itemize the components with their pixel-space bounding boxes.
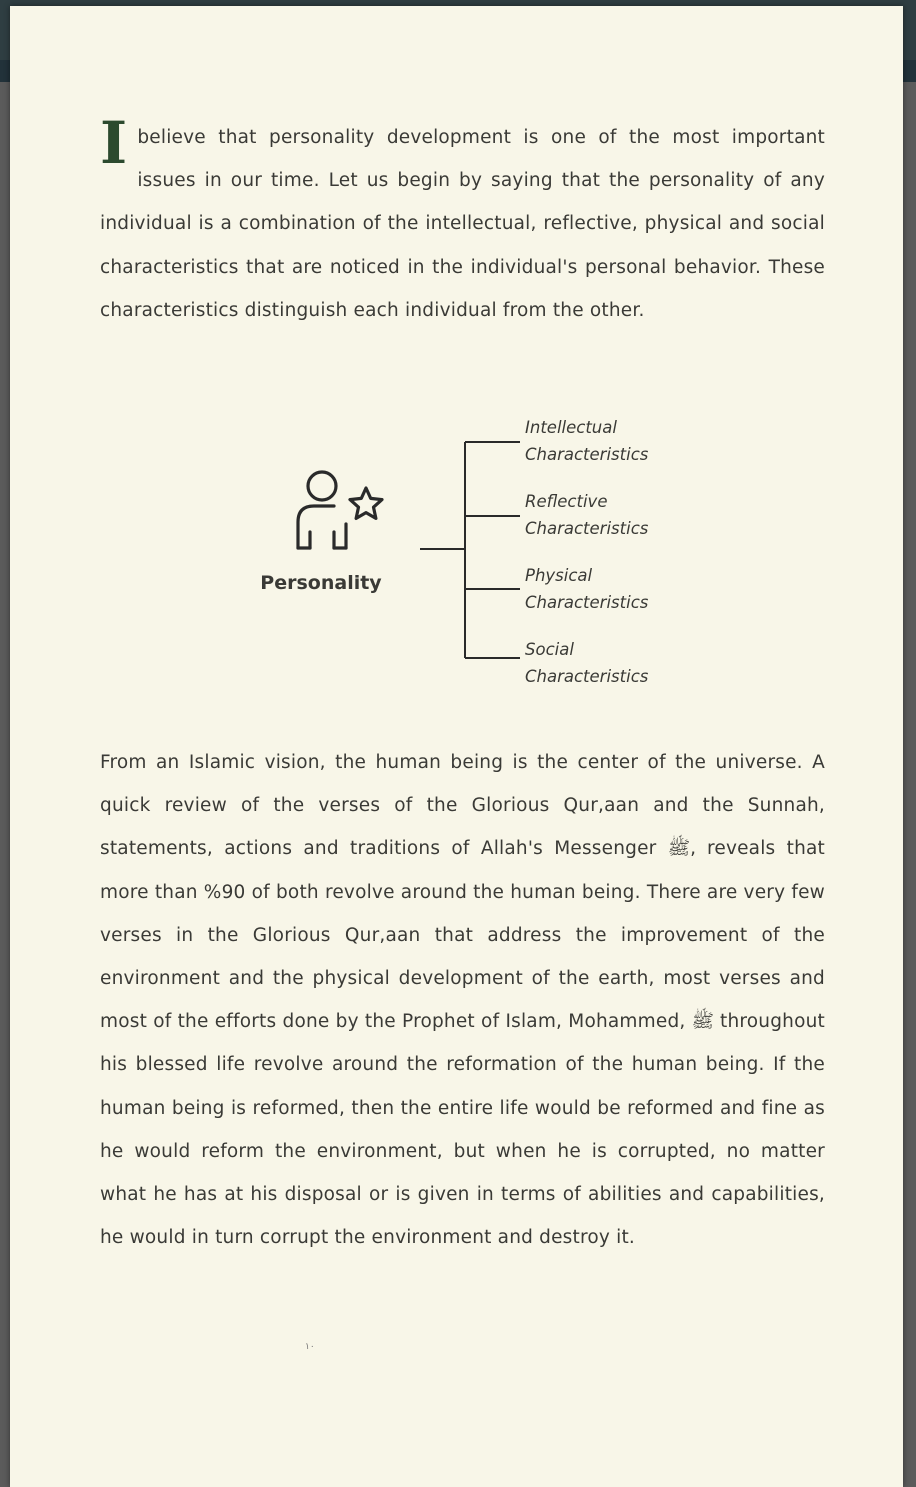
drop-cap: I: [100, 109, 128, 177]
body-text-part1: From an Islamic vision, the human being is the center of the universe. A quick review of the verses of the Glorious Qur,aan and the Sunnah, statements, actions and traditions of Allah's Messenger: [100, 752, 825, 860]
page-number: ١٠: [305, 1342, 315, 1352]
honorific-symbol: ﷺ: [691, 1011, 715, 1033]
body-text-part3: throughout his blessed life revolve around the reformation of the human being. If the human being is reformed, then the entire life would be reformed and fine as he would reform the environment, but when he is corrupted, no matter what he has at his disposal or is given in terms of abilities and capabilities, he would in turn corrupt the environment and destroy it.: [100, 1011, 825, 1249]
branch-physical: [525, 562, 725, 616]
branch-label-line1: Social: [525, 640, 574, 659]
person-star-icon: [278, 462, 393, 560]
intro-text: believe that personality development is one of the most important issues in our time. Let us begin by saying that the personality of any individual is a combination of the intellectual, reflective, physical and social characteristics that are noticed in the individual's personal behavior. These characteristics distinguish each individual from the other.: [100, 127, 825, 321]
branch-reflective: [525, 488, 725, 542]
honorific-symbol: ﷺ: [667, 838, 691, 860]
branch-intellectual: [525, 414, 725, 468]
branch-label-line2: Characteristics: [525, 519, 649, 538]
branch-label-line1: Physical: [525, 566, 593, 585]
branch-label-line1: Reflective: [525, 492, 608, 511]
body-text-part2: , reveals that more than %90 of both revolve around the human being. There are very few verses in the Glorious Qur,aan that address the improvement of the environment and the physical development of the earth, most verses and most of the efforts done by the Prophet of Islam, Mohammed,: [100, 838, 825, 1033]
branch-social: [525, 636, 725, 690]
book-page: [10, 6, 903, 1487]
branch-label-line2: Characteristics: [525, 445, 649, 464]
diagram-center-label: Personality: [260, 572, 382, 594]
branch-label-line2: Characteristics: [525, 667, 649, 686]
branch-label-line1: Intellectual: [525, 418, 617, 437]
intro-paragraph: [100, 109, 825, 332]
branch-label-line2: Characteristics: [525, 593, 649, 612]
body-paragraph: [100, 741, 825, 1259]
diagram-bracket: [420, 436, 530, 666]
